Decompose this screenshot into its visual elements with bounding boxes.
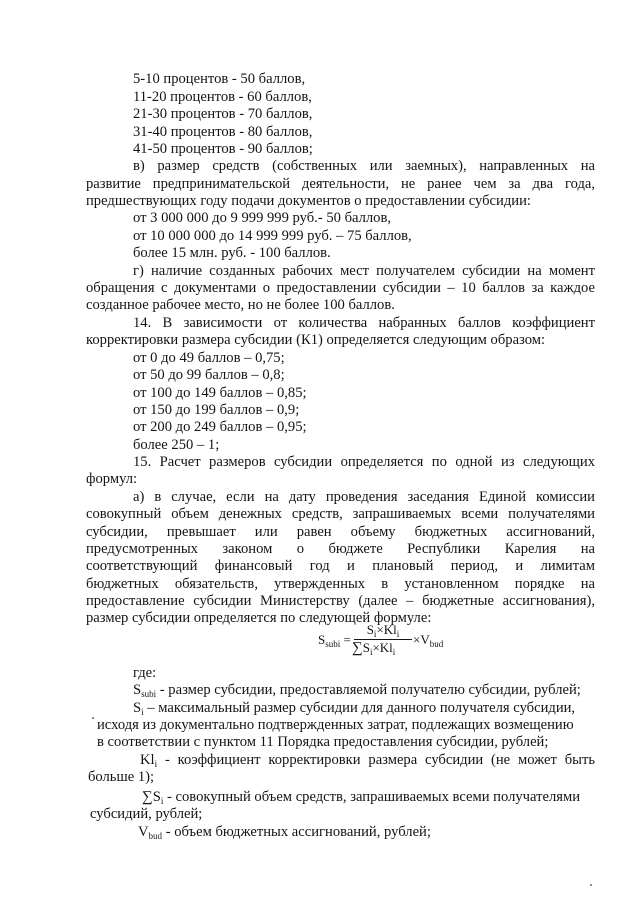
- item-v-range-1: от 3 000 000 до 9 999 999 руб.- 50 баллов,: [133, 210, 392, 226]
- formula-num-times: ×: [376, 622, 384, 637]
- formula-denominator: [352, 640, 395, 657]
- def-sum-s-line-2: субсидий, рублей;: [90, 806, 203, 822]
- points-item-5: 41-50 процентов - 90 баллов;: [133, 141, 313, 157]
- def-kl-i-text: - коэффициент корректировки размера субсидии (не может быть: [157, 752, 595, 768]
- clause-15-line-1: 15. Расчет размеров субсидии определяется по одной из следующих: [133, 454, 595, 470]
- item-v-line-3: предшествующих году подачи документов о предоставлении субсидии:: [86, 193, 531, 209]
- formula-lhs-symbol: S: [318, 632, 326, 647]
- formula-rhs-v: V: [420, 632, 430, 647]
- formula-rhs: [413, 632, 443, 649]
- item-a-line-3: субсидии, превышает или равен объему бюджетных ассигнований,: [86, 524, 595, 540]
- formula-num-s: S: [366, 622, 374, 637]
- formula-num-k: Kl: [383, 622, 397, 637]
- def-kl-i-subscript: i: [154, 759, 158, 769]
- def-sum-s-symbol: S: [152, 789, 161, 805]
- scan-speck: [92, 717, 94, 719]
- def-s-i-subscript: i: [141, 707, 144, 717]
- formula-lhs-subscript: subi: [325, 639, 341, 649]
- coef-item-3: от 100 до 149 баллов – 0,85;: [133, 385, 307, 401]
- clause-14-line-2: корректировки размера субсидии (К1) определяется следующим образом:: [86, 332, 546, 348]
- coef-item-2: от 50 до 99 баллов – 0,8;: [133, 367, 285, 383]
- points-item-2: 11-20 процентов - 60 баллов,: [133, 89, 312, 105]
- item-v-range-2: от 10 000 000 до 14 999 999 руб. – 75 баллов,: [133, 228, 412, 244]
- coef-item-5: от 200 до 249 баллов – 0,95;: [133, 419, 307, 435]
- def-s-subi-text: - размер субсидии, предоставляемой получателю субсидии, рублей;: [156, 682, 581, 698]
- points-item-4: 31-40 процентов - 80 баллов,: [133, 124, 313, 140]
- formula-lhs: [318, 632, 351, 649]
- item-a-line-8: размер субсидии определяется по следующей формуле:: [86, 610, 432, 626]
- scan-speck: [590, 884, 592, 886]
- item-v-line-2: развитие предпринимательской деятельности, не ранее чем за два года,: [86, 176, 595, 192]
- def-kl-i-line-1: [140, 752, 595, 773]
- def-s-subi-symbol: S: [133, 682, 142, 698]
- item-g-line-2: обращения с документами о предоставлении субсидии – 10 баллов за каждое: [86, 280, 595, 296]
- clause-15-line-2: формул:: [86, 471, 138, 487]
- def-v-bud-symbol: V: [138, 824, 149, 840]
- def-s-i-line-3: в соответствии с пунктом 11 Порядка предоставления субсидии, рублей;: [97, 734, 549, 750]
- def-sum-sigma: ∑: [142, 789, 153, 805]
- item-a-line-5: соответствующий финансовый год и плановый период, и лимитам: [86, 558, 595, 574]
- where-label: где:: [133, 665, 157, 681]
- item-a-line-7: предоставление субсидии Министерству (далее – бюджетные ассигнования),: [86, 593, 595, 609]
- item-a-line-4: предусмотренных законом о бюджете Республики Карелия на: [86, 541, 595, 557]
- def-kl-i-line-2: больше 1);: [88, 769, 155, 785]
- item-a-line-6: бюджетных обязательств, утвержденных в установленном порядке на: [86, 576, 595, 592]
- item-a-line-1: а) в случае, если на дату проведения заседания Единой комиссии: [133, 489, 595, 505]
- item-v-line-1: в) размер средств (собственных или заемных), направленных на: [133, 158, 595, 174]
- formula-num-s-sub: i: [373, 629, 377, 639]
- points-item-3: 21-30 процентов - 70 баллов,: [133, 106, 313, 122]
- def-s-i-text: – максимальный размер субсидии для данного получателя субсидии,: [143, 700, 576, 716]
- item-g-line-1: г) наличие созданных рабочих мест получателем субсидии на момент: [133, 263, 595, 279]
- subsidy-formula: [318, 622, 444, 658]
- formula-den-s-sub: i: [369, 647, 373, 657]
- points-item-1: 5-10 процентов - 50 баллов,: [133, 71, 306, 87]
- formula-num-k-sub: i: [396, 629, 400, 639]
- def-s-subi-subscript: subi: [141, 689, 157, 699]
- formula-den-s: S: [362, 640, 370, 655]
- coef-item-4: от 150 до 199 баллов – 0,9;: [133, 402, 300, 418]
- formula-rhs-v-sub: bud: [429, 639, 444, 649]
- formula-sigma: ∑: [352, 640, 363, 656]
- def-v-bud: [138, 824, 431, 845]
- def-kl-i-symbol: Kl: [140, 752, 155, 768]
- def-sum-s-subscript: i: [160, 796, 164, 806]
- formula-den-k: Kl: [379, 640, 393, 655]
- item-v-range-3: более 15 млн. руб. - 100 баллов.: [133, 245, 331, 261]
- def-s-i-line-2: исходя из документально подтвержденных затрат, подлежащих возмещению: [97, 717, 574, 733]
- formula-den-k-sub: i: [392, 647, 396, 657]
- coef-item-1: от 0 до 49 баллов – 0,75;: [133, 350, 285, 366]
- formula-rhs-times: ×: [413, 632, 421, 647]
- def-sum-s-line-1: [142, 789, 580, 810]
- formula-den-times: ×: [372, 640, 380, 655]
- def-sum-s-text: - совокупный объем средств, запрашиваемых всеми получателями: [163, 789, 580, 805]
- def-s-i-symbol: S: [133, 700, 142, 716]
- coef-item-6: более 250 – 1;: [133, 437, 220, 453]
- def-v-bud-subscript: bud: [148, 831, 163, 841]
- item-g-line-3: созданное рабочее место, но не более 100 баллов.: [86, 297, 395, 313]
- formula-equals: =: [343, 632, 351, 647]
- def-v-bud-text: - объем бюджетных ассигнований, рублей;: [162, 824, 431, 840]
- item-a-line-2: совокупный объем денежных средств, запрашиваемых всеми получателями: [86, 506, 595, 522]
- clause-14-line-1: 14. В зависимости от количества набранных баллов коэффициент: [133, 315, 595, 331]
- formula-numerator: [354, 622, 412, 639]
